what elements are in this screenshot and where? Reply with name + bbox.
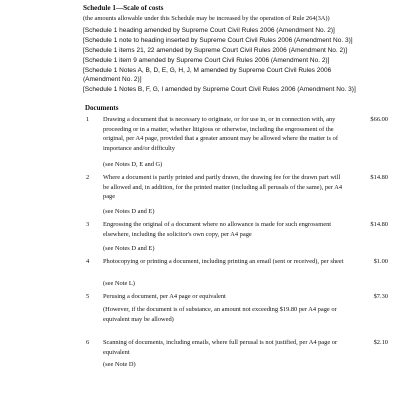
item-number: 2: [86, 174, 90, 181]
item-note: (see Note L): [103, 280, 135, 287]
item-note: (see Note D): [103, 361, 136, 368]
item-number: 6: [86, 339, 90, 346]
amendment-line: [Schedule 1 Notes A, B, D, E, G, H, J, M amended by Supreme Court Civil Rules 2006: [83, 67, 332, 74]
item-amount: $66.00: [370, 116, 388, 123]
item-text: Photocopying or printing a document, including printing an email (sent or received), per sheet: [103, 258, 344, 265]
amendment-line: (Amendment No. 2)]: [83, 76, 142, 83]
item-amount: $7.30: [373, 293, 388, 300]
item-text: Scanning of documents, including emails, where full perusal is not justified, per A4 page or equivalent: [103, 339, 338, 356]
item-text: Perusing a document, per A4 page or equivalent: [103, 293, 226, 300]
item-number: 5: [86, 293, 90, 300]
documents-heading: Documents: [85, 104, 119, 112]
item-number: 4: [86, 258, 90, 265]
item-amount: $1.00: [373, 258, 388, 265]
item-note: (see Notes D and E): [103, 245, 155, 252]
item-amount: $14.80: [370, 221, 388, 228]
amendment-line: [Schedule 1 heading amended by Supreme Court Civil Rules 2006 (Amendment No. 2)]: [83, 27, 335, 34]
item-note: (see Notes D and E): [103, 208, 155, 215]
amendment-line: [Schedule 1 item 9 amended by Supreme Court Civil Rules 2006 (Amendment No. 2)]: [83, 57, 330, 64]
amendment-line: [Schedule 1 note to heading inserted by Supreme Court Civil Rules 2006 (Amendment No. 3)]: [83, 37, 353, 44]
item-note: (see Notes D, E and G): [103, 161, 163, 168]
item-amount: $14.80: [370, 174, 388, 181]
schedule-subtitle: (the amounts allowable under this Schedule may be increased by the operation of Rule 264(3A)): [83, 15, 330, 22]
item-text: Drawing a document that is necessary to originate, or for use in, or in connection with, any proceeding or in a matter, whether litigious or otherwise, including the engrossment of the original, per A4 page, provided that a greater amount may be allowed where the matter is of importance and/or difficulty: [103, 116, 338, 152]
amendment-line: [Schedule 1 items 21, 22 amended by Supreme Court Civil Rules 2006 (Amendment No. 2)]: [83, 47, 348, 54]
item-note: (However, if the document is of substance, an amount not exceeding $19.80 per A4 page or equivalent may be allowed): [103, 306, 337, 323]
schedule-title: Schedule 1—Scale of costs: [83, 4, 164, 12]
amendment-line: [Schedule 1 Notes B, F, G, I amended by Supreme Court Civil Rules 2006 (Amendment No. 3)]: [83, 86, 356, 93]
item-text: Engrossing the original of a document where no allowance is made for such engrossment elsewhere, including the solicitor's own copy, per A4 page: [103, 221, 332, 238]
item-text: Where a document is partly printed and partly drawn, the drawing fee for the drawn part will be allowed and, in addition, for the printed matter (including all perusals of the same), per A4 page: [103, 174, 343, 200]
item-amount: $2.10: [373, 339, 388, 346]
item-number: 3: [86, 221, 90, 228]
item-number: 1: [86, 116, 90, 123]
